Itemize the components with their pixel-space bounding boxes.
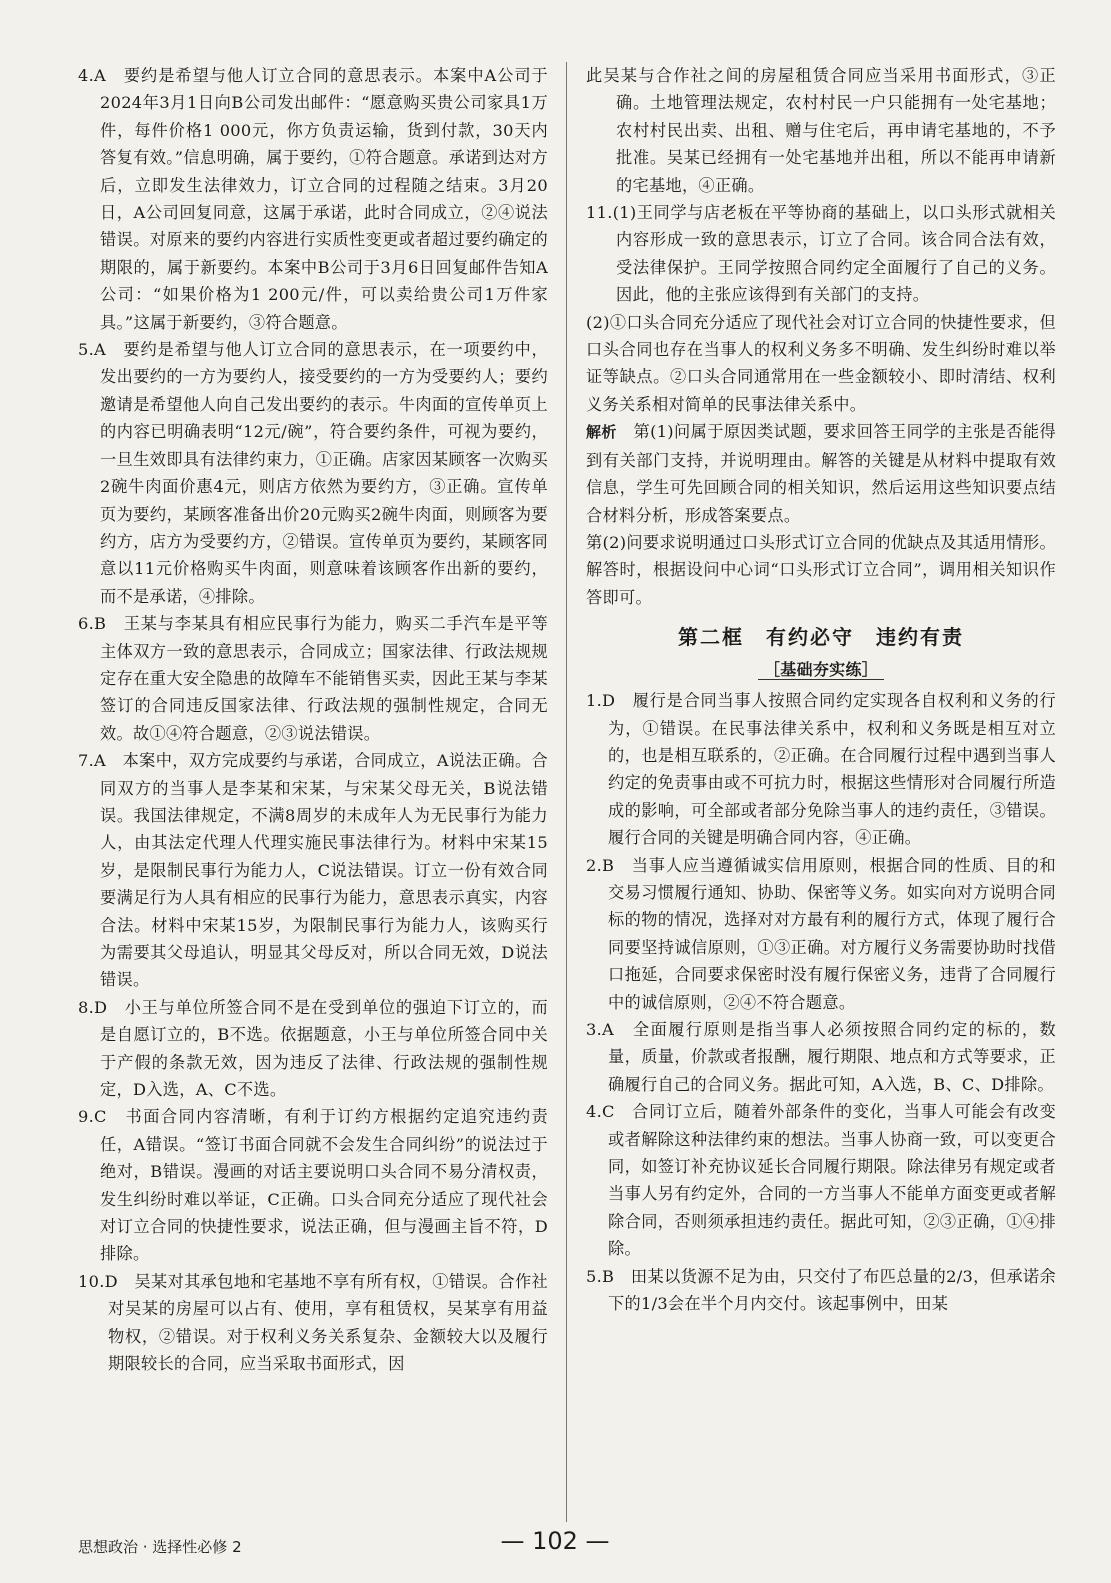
book-title: 思想政治 · 选择性必修 2	[78, 1538, 242, 1556]
answer-item: 4.A 要约是希望与他人订立合同的意思表示。本案中A公司于2024年3月1日向B公司发出邮件：“愿意购买贵公司家具1万件，每件价格1 000元，你方负责运输，货到付款，30天内答复有效。”信息明确，属于要约，①符合题意。承诺到达对方后，立即发生法律效力，订立合同的过程随之结束。3月20日，A公司回复同意，这属于承诺，此时合同成立，②④说法错误。对原来的要约内容进行实质性变更或者超过要约确定的期限的，属于新要约。本案中B公司于3月6日回复邮件告知A公司：“如果价格为1 200元/件，可以卖给贵公司1万件家具。”这属于新要约，③符合题意。	[78, 66, 548, 332]
column-divider	[566, 62, 567, 1522]
analysis-label: 解析	[586, 423, 617, 442]
answer-item: 5.B 田某以货源不足为由，只交付了布匹总量的2/3，但承诺余下的1/3会在半个月内交付。该起事例中，田某	[586, 1266, 1056, 1314]
answer-item: 2.B 当事人应当遵循诚实信用原则，根据合同的性质、目的和交易习惯履行通知、协助、保密等义务。如实向对方说明合同标的物的情况，选择对对方最有利的履行方式，体现了履行合同要坚持诚信原则，①③正确。对方履行义务需要协助时找借口拖延，合同要求保密时没有履行保密义务，违背了合同履行中的诚信原则，②④不符合题意。	[586, 855, 1056, 1012]
answer-item: 11.(1)王同学与店老板在平等协商的基础上，以口头形式就相关内容形成一致的意思表示，订立了合同。该合同合法有效，受法律保护。王同学按照合同约定全面履行了自己的义务。因此，他的主张应该得到有关部门的支持。	[586, 203, 1056, 305]
answer-subitem: (2)①口头合同充分适应了现代社会对订立合同的快捷性要求，但口头合同也存在当事人的权利义务多不明确、发生纠纷时难以举证等缺点。②口头合同通常用在一些金额较小、即时清结、权利义务关系相对简单的民事法律关系中。	[586, 312, 1056, 414]
analysis-paragraph: 第(2)问要求说明通过口头形式订立合同的优缺点及其适用情形。解答时，根据设问中心词“口头形式订立合同”，调用相关知识作答即可。	[586, 532, 1056, 607]
section-subtitle	[586, 657, 1056, 683]
answer-item: 7.A 本案中，双方完成要约与承诺，合同成立，A说法正确。合同双方的当事人是李某和宋某，与宋某父母无关，B说法错误。我国法律规定，不满8周岁的未成年人为无民事行为能力人，由其法定代理人代理实施民事法律行为。材料中宋某15岁，是限制民事行为能力人，C说法错误。订立一份有效合同要满足行为人具有相应的民事行为能力，意思表示真实，内容合法。材料中宋某15岁，为限制民事行为能力人，该购买行为需要其父母追认，明显其父母反对，所以合同无效，D说法错误。	[78, 751, 548, 990]
section-subtitle-text: ［基础夯实练］	[758, 660, 884, 680]
analysis-text: 第(1)问属于原因类试题，要求回答王同学的主张是否能得到有关部门支持，并说明理由。解答的关键是从材料中提取有效信息，学生可先回顾合同的相关知识，然后运用这些知识要点结合材料分析，形成答案要点。	[586, 422, 1056, 525]
left-column	[78, 62, 548, 1378]
answer-item: 6.B 王某与李某具有相应民事行为能力，购买二手汽车是平等主体双方一致的意思表示，合同成立；国家法律、行政法规规定存在重大安全隐患的故障车不能销售买卖，因此王某与李某签订的合同违反国家法律、行政法规的强制性规定，合同无效。故①④符合题意，②③说法错误。	[78, 614, 548, 743]
right-column	[586, 62, 1056, 1317]
answer-item-continued: 此吴某与合作社之间的房屋租赁合同应当采用书面形式，③正确。土地管理法规定，农村村民一户只能拥有一处宅基地；农村村民出卖、出租、赠与住宅后，再申请宅基地的，不予批准。吴某已经拥有一处宅基地并出租，所以不能再申请新的宅基地，④正确。	[586, 66, 1056, 195]
answer-item: 3.A 全面履行原则是指当事人必须按照合同约定的标的，数量，质量，价款或者报酬，履行期限、地点和方式等要求，正确履行自己的合同义务。据此可知，A入选，B、C、D排除。	[586, 1020, 1056, 1094]
answer-item: 9.C 书面合同内容清晰，有利于订约方根据约定追究违约责任，A错误。“签订书面合同就不会发生合同纠纷”的说法过于绝对，B错误。漫画的对话主要说明口头合同不易分清权责，发生纠纷时难以举证，C正确。口头合同充分适应了现代社会对订立合同的快捷性要求，说法正确，但与漫画主旨不符，D排除。	[78, 1107, 548, 1264]
answer-item: 8.D 小王与单位所签合同不是在受到单位的强迫下订立的，而是自愿订立的，B不选。依据题意，小王与单位所签合同中关于产假的条款无效，因为违反了法律、行政法规的强制性规定，D入选，A、C不选。	[78, 997, 548, 1100]
answer-item: 5.A 要约是希望与他人订立合同的意思表示，在一项要约中，发出要约的一方为要约人，接受要约的一方为受要约人；要约邀请是希望他人向自己发出要约的表示。牛肉面的宣传单页上的内容已明确表明“12元/碗”，符合要约条件，可视为要约，一旦生效即具有法律约束力，①正确。店家因某顾客一次购买2碗牛肉面价惠4元，则店方依然为要约方，③正确。宣传单页为要约，某顾客准备出价20元购买2碗牛肉面，则顾客为要约方，店方为受要约方，②错误。宣传单页为要约，某顾客同意以11元价格购买牛肉面，则意味着该顾客作出新的要约，而不是承诺，④排除。	[78, 340, 548, 606]
page-number: — 102 —	[500, 1527, 610, 1555]
section-title: 第二框 有约必守 违约有责	[678, 625, 964, 650]
answer-item: 10.D 吴某对其承包地和宅基地不享有所有权，①错误。合作社对吴某的房屋可以占有、使用，享有租赁权，吴某享有用益物权，②错误。对于权利义务关系复杂、金额较大以及履行期限较长的合同，应当采取书面形式，因	[78, 1271, 548, 1374]
analysis-paragraph	[586, 418, 1056, 529]
answer-item: 4.C 合同订立后，随着外部条件的变化，当事人可能会有改变或者解除这种法律约束的想法。当事人协商一致，可以变更合同，如签订补充协议延长合同履行期限。除法律另有规定或者当事人另有约定外，合同的一方当事人不能单方面变更或者解除合同，否则须承担违约责任。据此可知，②③正确，①④排除。	[586, 1102, 1056, 1259]
answer-item: 1.D 履行是合同当事人按照合同约定实现各自权利和义务的行为，①错误。在民事法律关系中，权利和义务既是相互对立的，也是相互联系的，②正确。在合同履行过程中遇到当事人约定的免责事由或不可抗力时，根据这些情形对合同履行所造成的影响，可全部或者部分免除当事人的违约责任，③错误。履行合同的关键是明确合同内容，④正确。	[586, 691, 1056, 848]
